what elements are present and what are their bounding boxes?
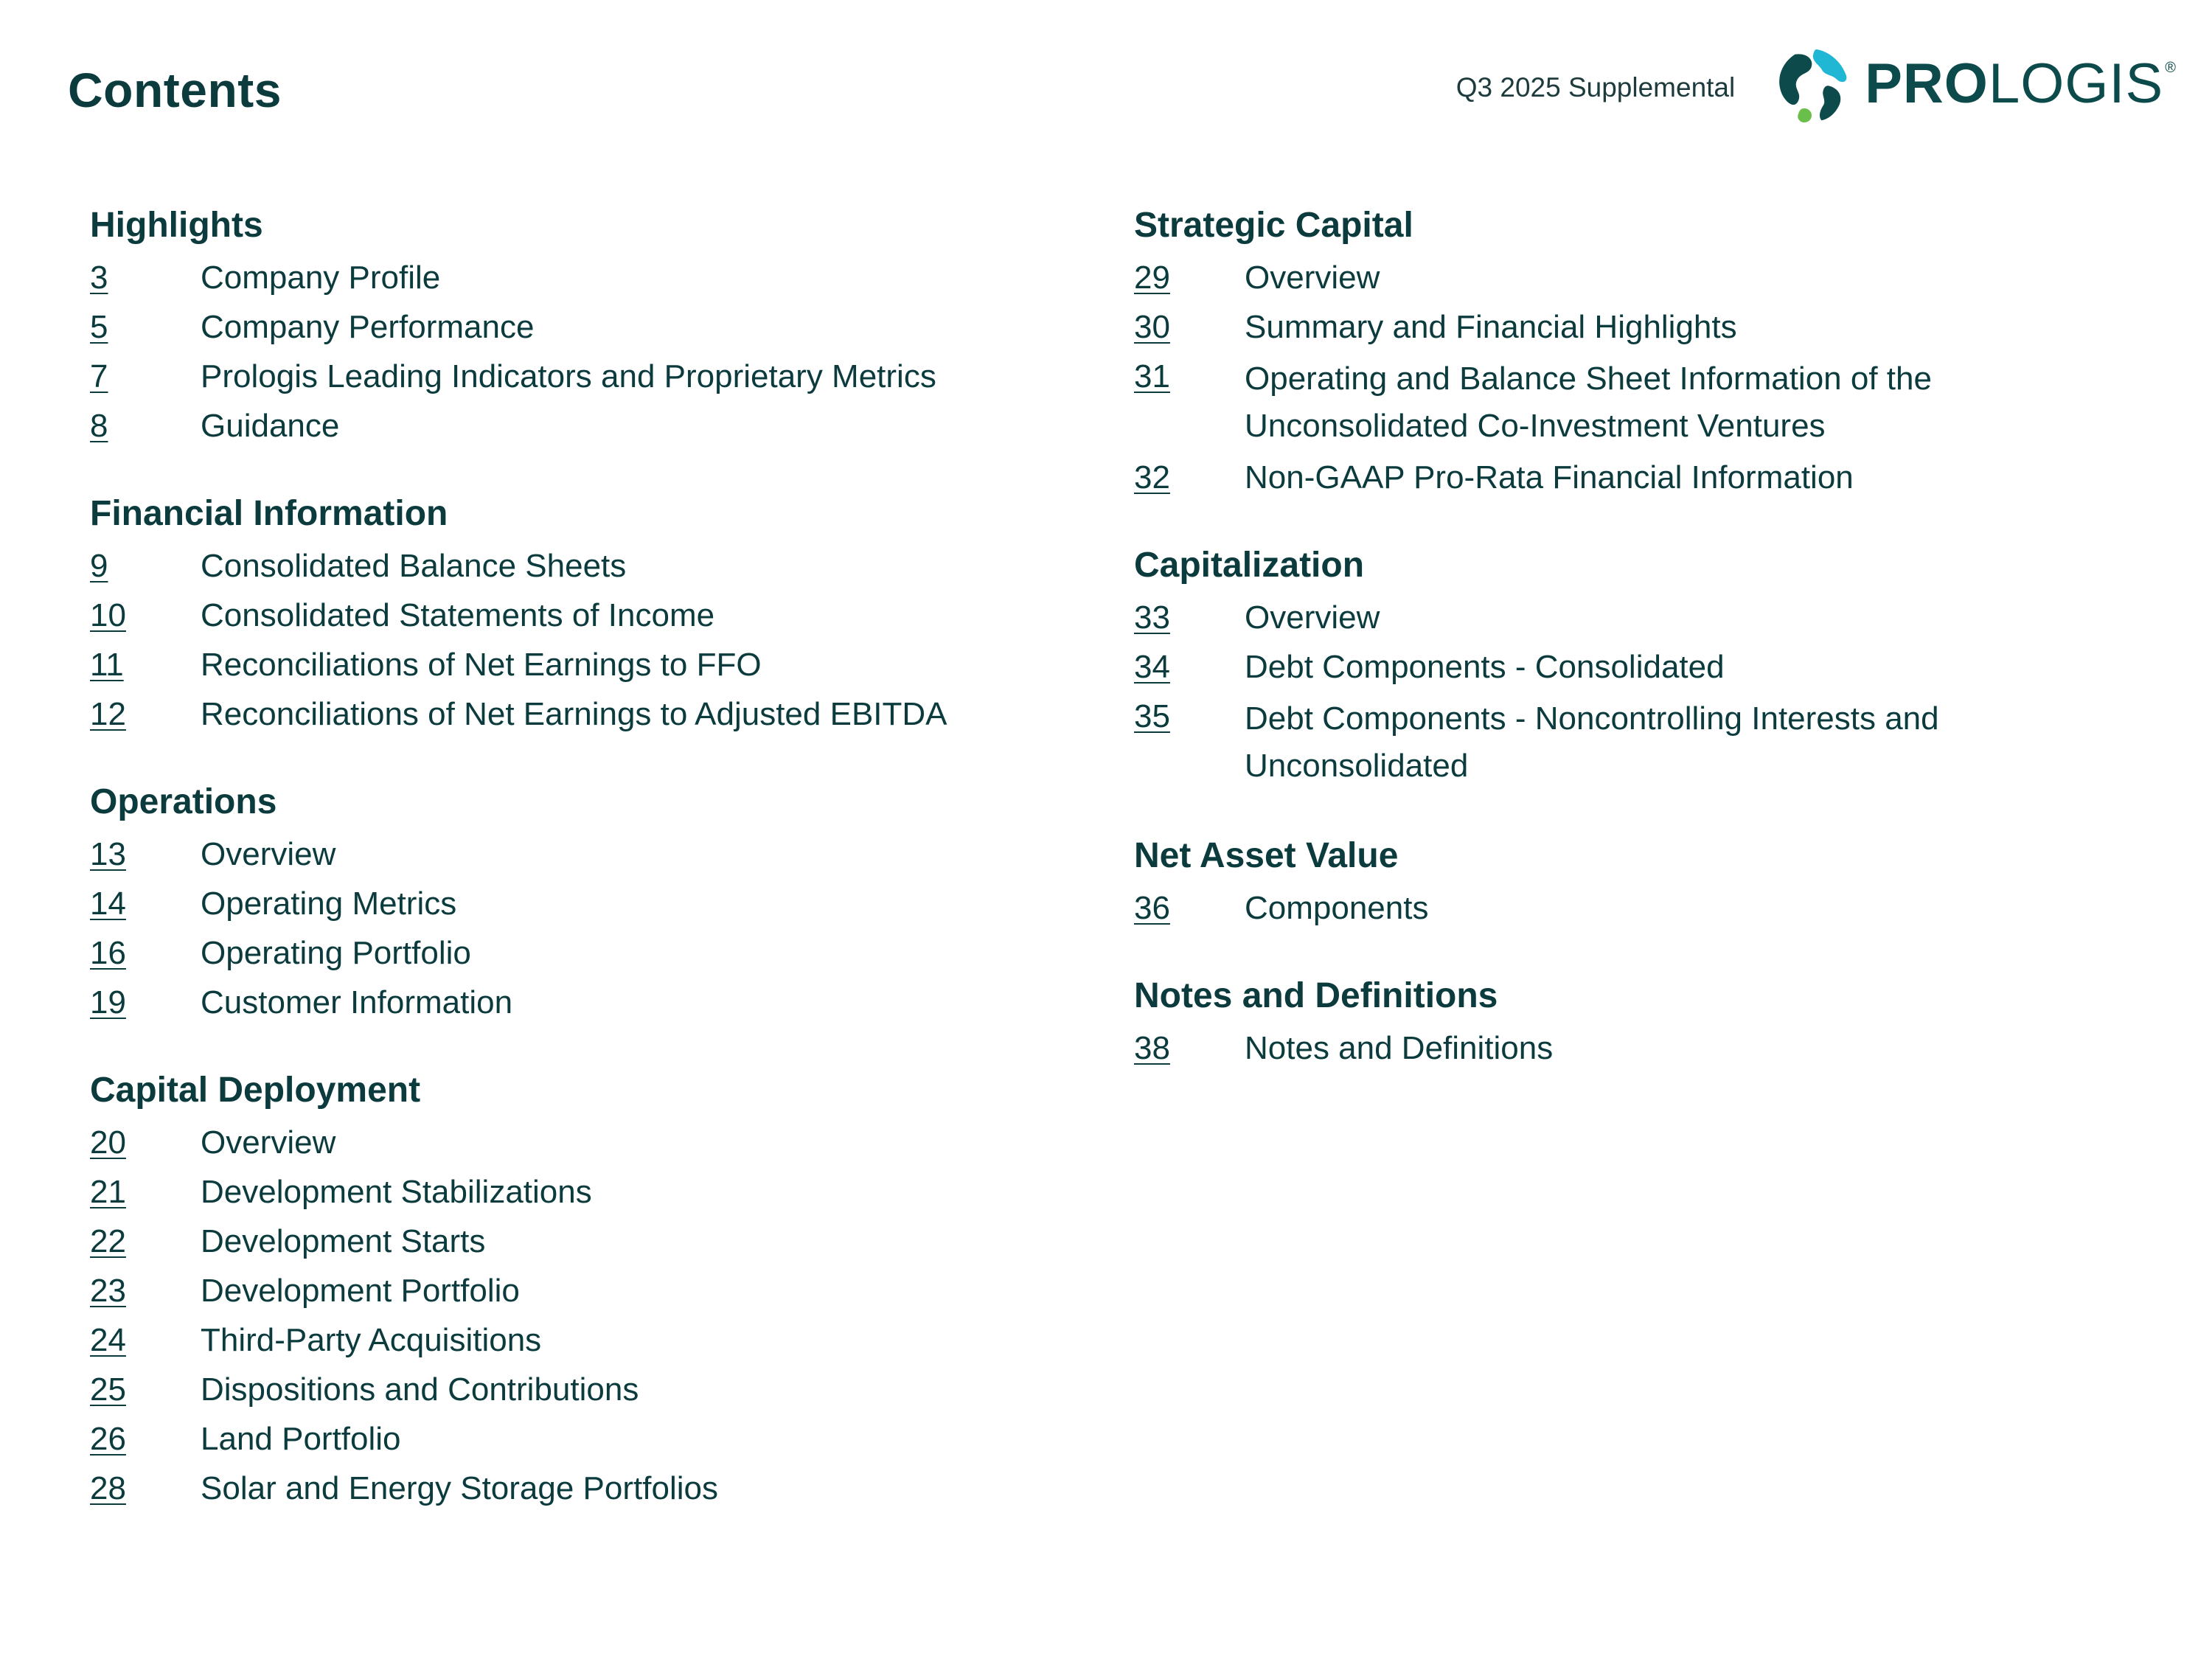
entry-label [1245,257,2093,299]
toc-entry [90,833,1063,876]
entry-label-line: Development Stabilizations [201,1174,592,1210]
entry-label-line: Company Performance [201,309,535,345]
toc-section-financial-information [90,492,1063,736]
toc-entry [90,594,1063,637]
entry-label [201,693,1063,736]
page-link-5[interactable]: 5 [90,309,108,345]
page-link-19[interactable]: 19 [90,984,126,1020]
page-link-31[interactable]: 31 [1134,358,1170,394]
entry-label-line: Solar and Energy Storage Portfolios [201,1470,718,1506]
toc-section-net-asset-value [1134,834,2093,930]
entry-label [1245,887,2093,930]
entry-label [201,1467,1063,1510]
toc-entry [90,1467,1063,1510]
entry-label-line: Reconciliations of Net Earnings to FFO [201,647,762,683]
supplemental-label: Q3 2025 Supplemental [1455,72,1736,102]
toc-entry [90,981,1063,1024]
entry-label-line: Components [1245,890,1429,926]
toc-left-column [90,204,1063,1554]
entry-label-line: Development Starts [201,1223,486,1259]
toc-entry [90,1171,1063,1214]
toc-entry [90,1368,1063,1411]
entry-label [201,355,1063,398]
toc-entry [90,1220,1063,1263]
toc-entry [90,1121,1063,1164]
entry-label-line: Overview [1245,260,1380,296]
page-link-29[interactable]: 29 [1134,260,1170,296]
logo-wordmark: PROLOGIS ® [1865,52,2177,115]
toc-entry [1134,646,2093,689]
entry-label-line: Dispositions and Contributions [201,1371,639,1408]
toc-section-operations [90,780,1063,1024]
entry-label [201,833,1063,876]
entry-label [1245,597,2093,639]
entry-label-line: Unconsolidated [1245,748,1469,784]
page-link-8[interactable]: 8 [90,408,108,444]
entry-label-line: Notes and Definitions [1245,1030,1554,1066]
entry-label [201,1270,1063,1312]
entry-label-line: Debt Components - Noncontrolling Interests and [1245,700,1939,737]
page-link-30[interactable]: 30 [1134,309,1170,345]
entry-label [1245,646,2093,689]
page-link-12[interactable]: 12 [90,696,126,732]
toc-entry [1134,456,2093,499]
entry-label [201,1220,1063,1263]
page-link-16[interactable]: 16 [90,935,126,971]
entry-label [1245,456,2093,499]
entry-label [201,883,1063,925]
toc-entry [90,1319,1063,1362]
page-link-9[interactable]: 9 [90,548,108,584]
toc-entry [1134,597,2093,639]
toc-entry [1134,257,2093,299]
entry-label-line: Overview [201,1124,336,1161]
entry-label-line: Unconsolidated Co-Investment Ventures [1245,408,1826,444]
page-link-20[interactable]: 20 [90,1124,126,1161]
toc-right-column [1134,204,2093,1114]
entry-label [201,1121,1063,1164]
entry-label [1245,695,2093,790]
page-link-33[interactable]: 33 [1134,599,1170,636]
entry-label-line: Summary and Financial Highlights [1245,309,1737,345]
entry-label [1245,306,2093,349]
entry-label-line: Customer Information [201,984,513,1020]
toc-section-strategic-capital [1134,204,2093,499]
entry-label [201,1319,1063,1362]
entry-label-line: Operating Metrics [201,886,457,922]
page-link-24[interactable]: 24 [90,1322,126,1358]
page-link-23[interactable]: 23 [90,1273,126,1309]
toc-entry [1134,355,2093,450]
entry-label [201,1171,1063,1214]
entry-label-line: Land Portfolio [201,1421,401,1457]
toc-section-notes-and-definitions [1134,974,2093,1070]
toc-entry [90,355,1063,398]
section-title: Highlights [90,206,263,245]
entry-label-line: Third-Party Acquisitions [201,1322,542,1358]
toc-section-capital-deployment [90,1068,1063,1510]
entry-label-line: Consolidated Statements of Income [201,597,715,633]
entry-label [201,545,1063,588]
toc-entry [90,644,1063,686]
page-title: Contents [68,63,282,117]
entry-label [201,644,1063,686]
entry-label [201,306,1063,349]
section-title: Financial Information [90,494,448,533]
entry-label [1245,1027,2093,1070]
entry-label-line: Overview [1245,599,1380,636]
entry-label-line: Operating Portfolio [201,935,471,971]
toc-entry [90,883,1063,925]
entry-label-line: Consolidated Balance Sheets [201,548,627,584]
toc-entry [90,1418,1063,1461]
toc-entry [90,1270,1063,1312]
entry-label-line: Development Portfolio [201,1273,520,1309]
entry-label-line: Operating and Balance Sheet Information of the [1245,361,1932,397]
entry-label [201,257,1063,299]
page-link-10[interactable]: 10 [90,597,126,633]
page-link-25[interactable]: 25 [90,1371,126,1408]
entry-label [1245,355,2093,450]
section-title: Net Asset Value [1134,836,1399,875]
entry-label-line: Guidance [201,408,340,444]
toc-entry [90,257,1063,299]
entry-label [201,1418,1063,1461]
entry-label-line: Reconciliations of Net Earnings to Adjusted EBITDA [201,696,947,732]
page-link-32[interactable]: 32 [1134,459,1170,495]
page-link-11[interactable]: 11 [90,647,124,683]
entry-label-line: Non-GAAP Pro-Rata Financial Information [1245,459,1854,495]
page-link-28[interactable]: 28 [90,1470,126,1506]
header-right [1456,43,2177,125]
section-title: Operations [90,782,277,821]
section-title: Strategic Capital [1134,206,1413,245]
toc-entry [90,545,1063,588]
entry-label-line: Overview [201,836,336,872]
section-title: Capital Deployment [90,1071,421,1110]
page-link-35[interactable]: 35 [1134,698,1170,734]
toc-entry [90,932,1063,975]
page-link-21[interactable]: 21 [90,1174,126,1210]
page-link-13[interactable]: 13 [90,836,126,872]
entry-label-line: Prologis Leading Indicators and Proprietary Metrics [201,358,936,394]
entry-label-line: Debt Components - Consolidated [1245,649,1725,685]
entry-label [201,594,1063,637]
toc-entry [90,306,1063,349]
entry-label [201,932,1063,975]
section-title: Notes and Definitions [1134,976,1498,1015]
section-title: Capitalization [1134,546,1365,585]
toc-entry [90,693,1063,736]
globe-logo-icon [1770,43,1853,125]
entry-label [201,405,1063,448]
toc-entry [1134,1027,2093,1070]
page-link-3[interactable]: 3 [90,260,108,296]
page-link-36[interactable]: 36 [1134,890,1170,926]
toc-entry [90,405,1063,448]
toc-entry [1134,887,2093,930]
toc-section-capitalization [1134,543,2093,790]
entry-label [201,1368,1063,1411]
page-link-14[interactable]: 14 [90,886,126,922]
page-link-26[interactable]: 26 [90,1421,126,1457]
toc-entry [1134,306,2093,349]
toc-section-highlights [90,204,1063,448]
page-link-22[interactable]: 22 [90,1223,126,1259]
prologis-logo [1770,43,2177,125]
entry-label [201,981,1063,1024]
toc-entry [1134,695,2093,790]
page-link-7[interactable]: 7 [90,358,108,394]
page-link-38[interactable]: 38 [1134,1030,1170,1066]
entry-label-line: Company Profile [201,260,441,296]
page-link-34[interactable]: 34 [1134,649,1170,685]
